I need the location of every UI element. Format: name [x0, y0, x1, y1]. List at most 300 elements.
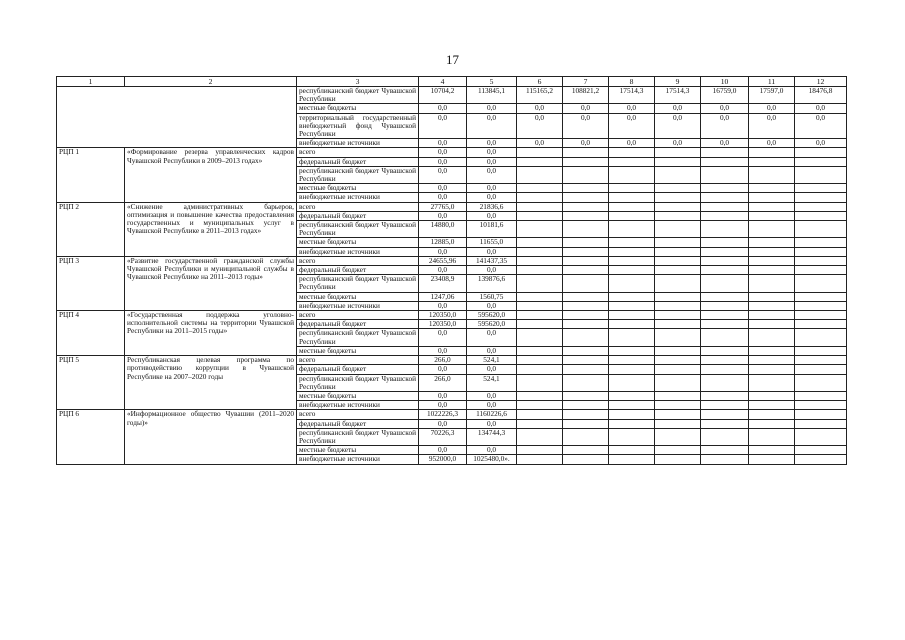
value-cell [563, 391, 609, 400]
value-cell [795, 428, 847, 445]
funding-source: федеральный бюджет [297, 266, 419, 275]
value-cell [609, 374, 655, 391]
value-cell: 0,0 [563, 139, 609, 148]
program-title: «Развитие государственной гражданской службы Чувашской Республики и муниципальной службы в Чувашской Республике на 2011–2013 годы» [125, 256, 297, 310]
value-cell [563, 446, 609, 455]
value-cell [749, 292, 795, 301]
value-cell [795, 374, 847, 391]
value-cell: 0,0 [467, 301, 517, 310]
value-cell [701, 455, 749, 464]
value-cell [701, 311, 749, 320]
value-cell [517, 193, 563, 202]
value-cell [749, 446, 795, 455]
value-cell [563, 221, 609, 238]
value-cell [563, 256, 609, 265]
value-cell: 10181,6 [467, 221, 517, 238]
value-cell [701, 184, 749, 193]
financing-table [56, 76, 847, 465]
value-cell [655, 157, 701, 166]
value-cell: 0,0 [563, 104, 609, 113]
program-title: Республиканская целевая программа по противодействию коррупции в Чувашской Республике на 2007–2020 годы [125, 356, 297, 410]
value-cell: 0,0 [467, 446, 517, 455]
funding-source: республиканский бюджет Чувашской Республики [297, 87, 419, 104]
value-cell [609, 238, 655, 247]
value-cell [609, 391, 655, 400]
value-cell [701, 292, 749, 301]
value-cell [655, 401, 701, 410]
value-cell [701, 419, 749, 428]
value-cell [795, 301, 847, 310]
value-cell: 1160226,6 [467, 410, 517, 419]
value-cell [609, 301, 655, 310]
value-cell [655, 148, 701, 157]
program-code-cell [57, 87, 125, 148]
funding-source: внебюджетные источники [297, 455, 419, 464]
value-cell: 70226,3 [419, 428, 467, 445]
value-cell: 1022226,3 [419, 410, 467, 419]
value-cell: 17597,0 [749, 87, 795, 104]
column-header: 1 [57, 77, 125, 87]
value-cell: 16759,0 [701, 87, 749, 104]
value-cell [563, 301, 609, 310]
value-cell [655, 193, 701, 202]
value-cell: 952000,0 [419, 455, 467, 464]
value-cell: 0,0 [517, 104, 563, 113]
value-cell [517, 311, 563, 320]
value-cell: 0,0 [419, 113, 467, 139]
funding-source: федеральный бюджет [297, 157, 419, 166]
value-cell [517, 256, 563, 265]
funding-source: местные бюджеты [297, 391, 419, 400]
value-cell [701, 446, 749, 455]
value-cell: 115165,2 [517, 87, 563, 104]
program-title: «Государственная поддержка уголовно-исполнительной системы на территории Чувашской Республики на 2011–2015 годы» [125, 311, 297, 356]
program-code: РЦП 3 [57, 256, 125, 310]
value-cell [517, 266, 563, 275]
value-cell [609, 446, 655, 455]
value-cell [795, 401, 847, 410]
value-cell: 0,0 [563, 113, 609, 139]
value-cell [795, 311, 847, 320]
value-cell [795, 148, 847, 157]
value-cell: 0,0 [467, 184, 517, 193]
value-cell [517, 356, 563, 365]
value-cell: 0,0 [467, 346, 517, 355]
value-cell [563, 292, 609, 301]
program-title: «Снижение административных барьеров, оптимизация и повышение качества предоставления государственных и муниципальных услуг в Чувашской Республике в 2011–2013 годах» [125, 202, 297, 256]
value-cell [749, 256, 795, 265]
value-cell: 0,0 [419, 157, 467, 166]
column-header: 6 [517, 77, 563, 87]
funding-source: республиканский бюджет Чувашской Республики [297, 275, 419, 292]
value-cell [655, 365, 701, 374]
value-cell [701, 166, 749, 183]
value-cell: 0,0 [419, 301, 467, 310]
value-cell [749, 266, 795, 275]
value-cell [701, 202, 749, 211]
value-cell [749, 301, 795, 310]
value-cell: 27765,0 [419, 202, 467, 211]
value-cell: 524,1 [467, 374, 517, 391]
value-cell [655, 166, 701, 183]
value-cell [749, 419, 795, 428]
value-cell [609, 428, 655, 445]
value-cell [701, 266, 749, 275]
value-cell [701, 157, 749, 166]
value-cell [517, 184, 563, 193]
value-cell: 0,0 [749, 104, 795, 113]
value-cell [655, 455, 701, 464]
value-cell: 1247,06 [419, 292, 467, 301]
value-cell [655, 184, 701, 193]
funding-source: федеральный бюджет [297, 211, 419, 220]
value-cell [795, 292, 847, 301]
value-cell [517, 202, 563, 211]
value-cell: 0,0 [795, 113, 847, 139]
value-cell [749, 356, 795, 365]
value-cell: 0,0 [655, 104, 701, 113]
value-cell [795, 256, 847, 265]
table-row [57, 148, 847, 157]
value-cell [795, 329, 847, 346]
value-cell [655, 275, 701, 292]
program-code: РЦП 2 [57, 202, 125, 256]
value-cell [517, 221, 563, 238]
value-cell: 0,0 [467, 166, 517, 183]
funding-source: федеральный бюджет [297, 320, 419, 329]
value-cell [749, 221, 795, 238]
program-code: РЦП 4 [57, 311, 125, 356]
value-cell [609, 455, 655, 464]
value-cell: 0,0 [419, 346, 467, 355]
value-cell: 595620,0 [467, 320, 517, 329]
value-cell: 141437,35 [467, 256, 517, 265]
column-header: 10 [701, 77, 749, 87]
funding-source: территориальный государственный внебюджетный фонд Чувашской Республики [297, 113, 419, 139]
value-cell [701, 238, 749, 247]
value-cell [701, 410, 749, 419]
value-cell [655, 419, 701, 428]
funding-source: местные бюджеты [297, 292, 419, 301]
value-cell [795, 221, 847, 238]
value-cell [563, 148, 609, 157]
value-cell [795, 266, 847, 275]
value-cell: 17514,3 [609, 87, 655, 104]
value-cell: 0,0 [419, 193, 467, 202]
value-cell: 595620,0 [467, 311, 517, 320]
value-cell: 0,0 [467, 266, 517, 275]
value-cell [655, 428, 701, 445]
program-code: РЦП 5 [57, 356, 125, 410]
value-cell [749, 320, 795, 329]
value-cell [795, 166, 847, 183]
value-cell: 524,1 [467, 356, 517, 365]
value-cell: 14880,0 [419, 221, 467, 238]
value-cell: 18476,8 [795, 87, 847, 104]
value-cell: 10704,2 [419, 87, 467, 104]
value-cell [609, 247, 655, 256]
value-cell [609, 256, 655, 265]
value-cell: 0,0 [419, 104, 467, 113]
value-cell [749, 374, 795, 391]
funding-source: местные бюджеты [297, 238, 419, 247]
value-cell [609, 292, 655, 301]
funding-source: внебюджетные источники [297, 247, 419, 256]
value-cell: 113845,1 [467, 87, 517, 104]
value-cell [563, 419, 609, 428]
value-cell: 0,0 [467, 113, 517, 139]
value-cell [563, 193, 609, 202]
value-cell [655, 292, 701, 301]
value-cell [795, 346, 847, 355]
value-cell [655, 410, 701, 419]
value-cell [795, 410, 847, 419]
funding-source: внебюджетные источники [297, 401, 419, 410]
value-cell [563, 211, 609, 220]
value-cell [655, 446, 701, 455]
value-cell: 0,0 [609, 104, 655, 113]
value-cell [517, 211, 563, 220]
value-cell [563, 202, 609, 211]
column-header: 4 [419, 77, 467, 87]
value-cell: 0,0 [419, 166, 467, 183]
value-cell [609, 266, 655, 275]
value-cell [749, 455, 795, 464]
value-cell [655, 391, 701, 400]
value-cell [655, 329, 701, 346]
value-cell [795, 184, 847, 193]
value-cell: 134744,3 [467, 428, 517, 445]
value-cell: 0,0 [419, 139, 467, 148]
program-title: «Информационное общество Чувашии (2011–2020 годы)» [125, 410, 297, 464]
value-cell [655, 356, 701, 365]
value-cell [749, 275, 795, 292]
value-cell: 0,0 [419, 401, 467, 410]
value-cell: 0,0 [609, 139, 655, 148]
value-cell [563, 428, 609, 445]
value-cell [609, 419, 655, 428]
value-cell: 0,0 [749, 139, 795, 148]
funding-source: республиканский бюджет Чувашской Республики [297, 428, 419, 445]
funding-source: республиканский бюджет Чувашской Республики [297, 221, 419, 238]
value-cell [609, 184, 655, 193]
funding-source: внебюджетные источники [297, 139, 419, 148]
value-cell [517, 292, 563, 301]
value-cell [655, 301, 701, 310]
value-cell: 0,0 [419, 329, 467, 346]
value-cell [563, 157, 609, 166]
value-cell [563, 346, 609, 355]
value-cell [517, 320, 563, 329]
funding-source: республиканский бюджет Чувашской Республики [297, 329, 419, 346]
value-cell: 266,0 [419, 356, 467, 365]
value-cell [609, 148, 655, 157]
value-cell [563, 410, 609, 419]
value-cell [517, 365, 563, 374]
value-cell [517, 346, 563, 355]
value-cell [563, 374, 609, 391]
value-cell [701, 320, 749, 329]
value-cell: 23408,9 [419, 275, 467, 292]
value-cell [749, 166, 795, 183]
page-number: 17 [446, 52, 459, 67]
value-cell [517, 247, 563, 256]
value-cell [795, 365, 847, 374]
value-cell: 0,0 [419, 391, 467, 400]
value-cell: 0,0 [701, 104, 749, 113]
value-cell: 120350,0 [419, 311, 467, 320]
header-row [57, 77, 847, 87]
value-cell: 0,0 [701, 113, 749, 139]
value-cell: 0,0 [467, 401, 517, 410]
value-cell: 0,0 [701, 139, 749, 148]
value-cell [609, 410, 655, 419]
value-cell [749, 193, 795, 202]
value-cell: 0,0 [467, 329, 517, 346]
value-cell: 0,0 [419, 211, 467, 220]
value-cell: 0,0 [795, 139, 847, 148]
value-cell [563, 320, 609, 329]
value-cell [701, 247, 749, 256]
table-row [57, 311, 847, 320]
program-title-cell [125, 87, 297, 148]
funding-source: всего [297, 356, 419, 365]
column-header: 2 [125, 77, 297, 87]
value-cell [701, 148, 749, 157]
value-cell [563, 238, 609, 247]
value-cell [609, 202, 655, 211]
value-cell [655, 320, 701, 329]
column-header: 12 [795, 77, 847, 87]
value-cell [609, 193, 655, 202]
value-cell: 0,0 [419, 365, 467, 374]
value-cell: 0,0 [467, 104, 517, 113]
value-cell [749, 247, 795, 256]
funding-source: внебюджетные источники [297, 301, 419, 310]
value-cell [517, 166, 563, 183]
value-cell [517, 148, 563, 157]
value-cell [517, 301, 563, 310]
column-header: 11 [749, 77, 795, 87]
value-cell: 0,0 [749, 113, 795, 139]
value-cell [795, 193, 847, 202]
value-cell: 0,0 [467, 157, 517, 166]
value-cell [563, 266, 609, 275]
value-cell [655, 256, 701, 265]
value-cell [701, 211, 749, 220]
value-cell [517, 401, 563, 410]
value-cell [795, 419, 847, 428]
value-cell [609, 329, 655, 346]
column-header: 5 [467, 77, 517, 87]
value-cell [749, 365, 795, 374]
value-cell [795, 238, 847, 247]
value-cell [563, 247, 609, 256]
value-cell [749, 311, 795, 320]
column-header: 8 [609, 77, 655, 87]
funding-source: федеральный бюджет [297, 365, 419, 374]
column-header: 9 [655, 77, 701, 87]
funding-source: всего [297, 410, 419, 419]
funding-source: внебюджетные источники [297, 193, 419, 202]
funding-source: всего [297, 148, 419, 157]
value-cell [655, 202, 701, 211]
value-cell [701, 356, 749, 365]
value-cell [563, 365, 609, 374]
value-cell [517, 446, 563, 455]
value-cell [749, 346, 795, 355]
value-cell [609, 365, 655, 374]
value-cell: 0,0 [467, 247, 517, 256]
value-cell [749, 428, 795, 445]
value-cell [563, 275, 609, 292]
value-cell [517, 391, 563, 400]
value-cell [655, 238, 701, 247]
value-cell [655, 346, 701, 355]
value-cell [517, 275, 563, 292]
value-cell [795, 247, 847, 256]
value-cell [609, 157, 655, 166]
value-cell [517, 329, 563, 346]
table-row [57, 87, 847, 104]
value-cell [609, 346, 655, 355]
value-cell [563, 455, 609, 464]
funding-source: местные бюджеты [297, 446, 419, 455]
value-cell [749, 391, 795, 400]
value-cell [517, 419, 563, 428]
value-cell [563, 311, 609, 320]
value-cell [749, 211, 795, 220]
value-cell [609, 221, 655, 238]
value-cell [795, 202, 847, 211]
value-cell [563, 356, 609, 365]
value-cell: 120350,0 [419, 320, 467, 329]
value-cell [701, 193, 749, 202]
value-cell [795, 211, 847, 220]
value-cell [563, 184, 609, 193]
value-cell [749, 410, 795, 419]
value-cell: 0,0 [419, 266, 467, 275]
value-cell: 0,0 [467, 148, 517, 157]
value-cell [749, 238, 795, 247]
value-cell [701, 365, 749, 374]
value-cell [655, 211, 701, 220]
value-cell [795, 356, 847, 365]
funding-source: республиканский бюджет Чувашской Республики [297, 166, 419, 183]
value-cell: 17514,3 [655, 87, 701, 104]
value-cell: 0,0 [517, 113, 563, 139]
value-cell [795, 275, 847, 292]
funding-source: всего [297, 202, 419, 211]
value-cell [517, 238, 563, 247]
value-cell: 0,0 [467, 193, 517, 202]
value-cell [609, 166, 655, 183]
funding-source: всего [297, 311, 419, 320]
value-cell [655, 374, 701, 391]
value-cell [517, 428, 563, 445]
value-cell [609, 311, 655, 320]
value-cell [609, 320, 655, 329]
value-cell: 24655,96 [419, 256, 467, 265]
value-cell: 0,0 [655, 139, 701, 148]
value-cell: 0,0 [467, 365, 517, 374]
value-cell: 0,0 [609, 113, 655, 139]
table-row [57, 356, 847, 365]
value-cell [655, 221, 701, 238]
value-cell [701, 391, 749, 400]
value-cell: 0,0 [467, 139, 517, 148]
program-code: РЦП 6 [57, 410, 125, 464]
